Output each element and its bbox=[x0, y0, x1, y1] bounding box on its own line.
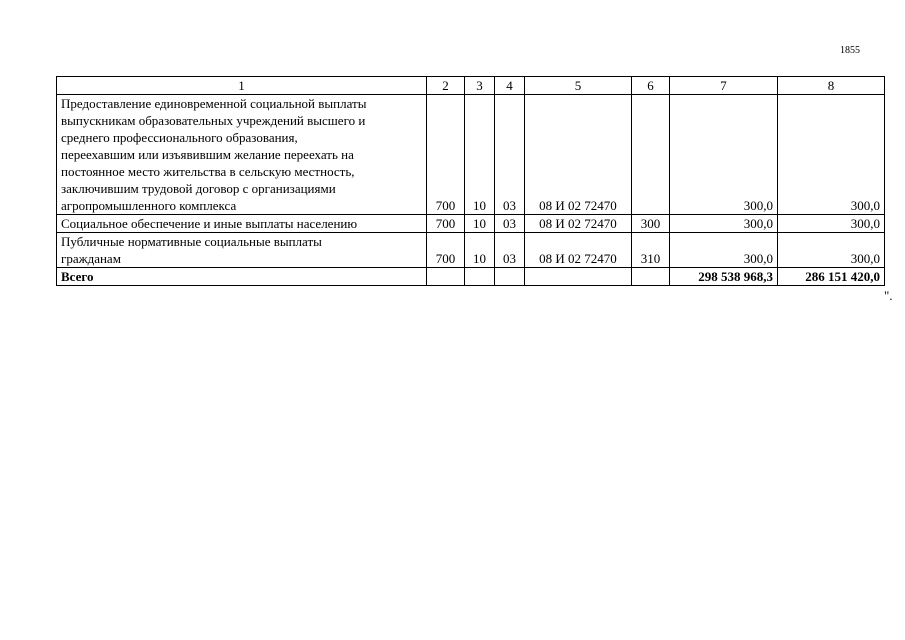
row-name-cell bbox=[57, 215, 427, 233]
cell-target-article: 08 И 02 72470 bbox=[525, 95, 632, 215]
cell-ministry-code: 700 bbox=[427, 215, 465, 233]
empty-cell bbox=[525, 268, 632, 286]
cell-target-article: 08 И 02 72470 bbox=[525, 215, 632, 233]
total-amount-year-1: 298 538 968,3 bbox=[670, 268, 778, 286]
column-header: 7 bbox=[670, 77, 778, 95]
column-header: 3 bbox=[465, 77, 495, 95]
table-total-row bbox=[57, 268, 885, 286]
cell-amount-year-1: 300,0 bbox=[670, 215, 778, 233]
row-name-cell bbox=[57, 233, 427, 268]
table-row bbox=[57, 95, 885, 215]
cell-section-code: 10 bbox=[465, 233, 495, 268]
cell-subsection-code: 03 bbox=[495, 233, 525, 268]
column-header: 4 bbox=[495, 77, 525, 95]
page-number: 1855 bbox=[840, 45, 860, 56]
row-name: Социальное обеспечение и иные выплаты населению bbox=[61, 216, 358, 231]
cell-expense-type bbox=[632, 95, 670, 215]
column-header: 2 bbox=[427, 77, 465, 95]
cell-amount-year-2: 300,0 bbox=[778, 95, 885, 215]
cell-subsection-code: 03 bbox=[495, 215, 525, 233]
table-header-row bbox=[57, 77, 885, 95]
column-header: 8 bbox=[778, 77, 885, 95]
cell-amount-year-1: 300,0 bbox=[670, 95, 778, 215]
total-amount-year-2: 286 151 420,0 bbox=[778, 268, 885, 286]
closing-quote-mark: ". bbox=[884, 288, 893, 303]
cell-expense-type: 300 bbox=[632, 215, 670, 233]
cell-section-code: 10 bbox=[465, 95, 495, 215]
cell-amount-year-2: 300,0 bbox=[778, 233, 885, 268]
empty-cell bbox=[495, 268, 525, 286]
empty-cell bbox=[632, 268, 670, 286]
cell-amount-year-1: 300,0 bbox=[670, 233, 778, 268]
cell-ministry-code: 700 bbox=[427, 95, 465, 215]
cell-amount-year-2: 300,0 bbox=[778, 215, 885, 233]
empty-cell bbox=[427, 268, 465, 286]
column-header: 6 bbox=[632, 77, 670, 95]
cell-target-article: 08 И 02 72470 bbox=[525, 233, 632, 268]
total-label: Всего bbox=[57, 268, 427, 286]
table-row bbox=[57, 233, 885, 268]
empty-cell bbox=[465, 268, 495, 286]
column-header: 5 bbox=[525, 77, 632, 95]
row-name-cell bbox=[57, 95, 427, 215]
cell-subsection-code: 03 bbox=[495, 95, 525, 215]
column-header: 1 bbox=[57, 77, 427, 95]
cell-expense-type: 310 bbox=[632, 233, 670, 268]
row-name: Публичные нормативные социальные выплаты гражданам bbox=[61, 234, 322, 266]
table-row bbox=[57, 215, 885, 233]
cell-ministry-code: 700 bbox=[427, 233, 465, 268]
budget-table bbox=[56, 76, 885, 286]
cell-section-code: 10 bbox=[465, 215, 495, 233]
row-name: Предоставление единовременной социальной выплаты выпускникам образовательных учреждений высшего и среднего профессионального образования, переехавшим или изъявившим желание переехать на постоянное место жительства в сельскую местность, заключившим трудовой договор с организациями агропромышленного комплекса bbox=[61, 96, 367, 213]
